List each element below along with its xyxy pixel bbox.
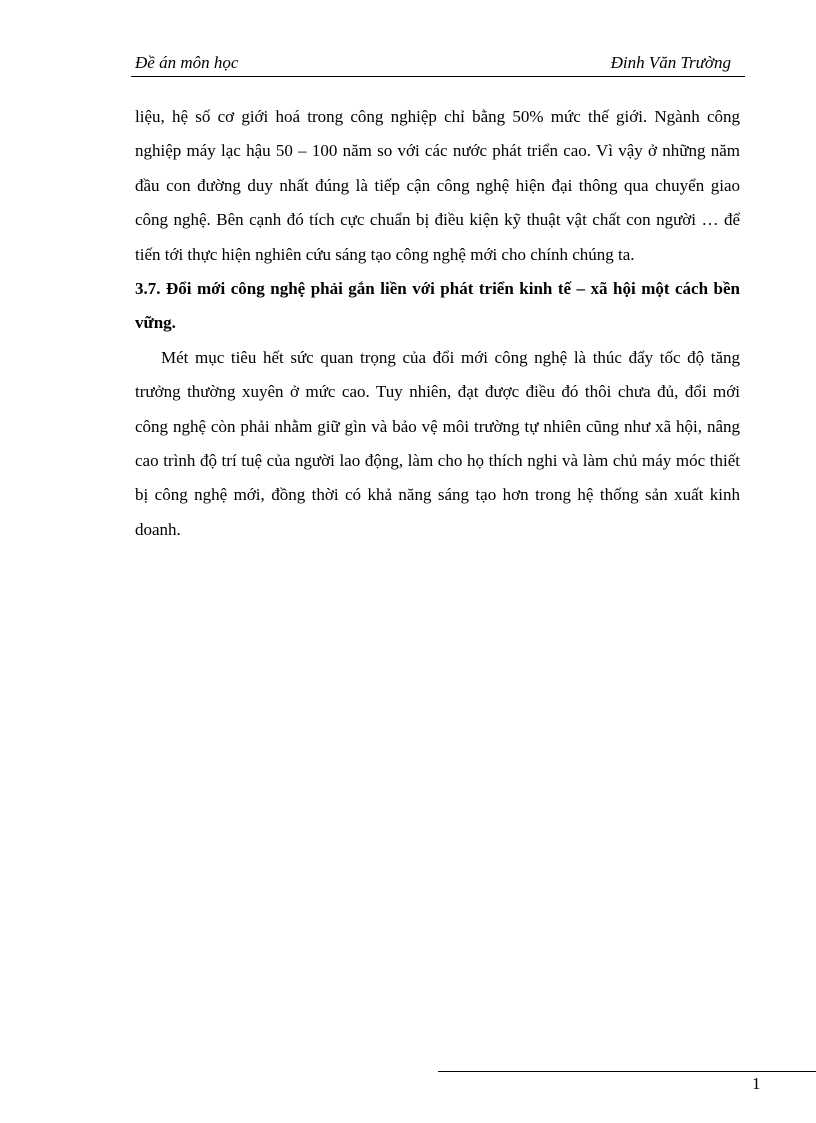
page-header (131, 52, 745, 77)
header-author-name: Đinh Văn Trường (610, 53, 731, 72)
footer-divider (438, 1071, 816, 1072)
body-paragraph-indented: Mét mục tiêu hết sức quan trọng của đổi mới công nghệ là thúc đẩy tốc độ tăng trưởng thường xuyên ở mức cao. Tuy nhiên, đạt được điều đó thôi chưa đủ, đổi mới công nghệ còn phải nhằm giữ gìn và bảo vệ môi trường tự nhiên cũng như xã hội, nâng cao trình độ trí tuệ của người lao động, làm cho họ thích nghi và làm chủ máy móc thiết bị công nghệ mới, đồng thời có khả năng sáng tạo hơn trong hệ thống sản xuất kinh doanh. (135, 347, 740, 539)
page-number: 1 (752, 1074, 761, 1093)
body-paragraph: liệu, hệ số cơ giới hoá trong công nghiệp chỉ bằng 50% mức thế giới. Ngành công nghiệp máy lạc hậu 50 – 100 năm so với các nước phát triển cao. Vì vậy ở những năm đầu con đường duy nhất đúng là tiếp cận công nghệ hiện đại thông qua chuyển giao công nghệ. Bên cạnh đó tích cực chuẩn bị điều kiện kỹ thuật vật chất con người … để tiến tới thực hiện nghiên cứu sáng tạo công nghệ mới cho chính chúng ta. (135, 107, 740, 264)
document-body (135, 100, 740, 547)
section-heading: 3.7. Đổi mới công nghệ phải gắn liền với phát triển kinh tế – xã hội một cách bền vững. (135, 279, 740, 333)
header-document-title: Đề án môn học (135, 53, 239, 72)
